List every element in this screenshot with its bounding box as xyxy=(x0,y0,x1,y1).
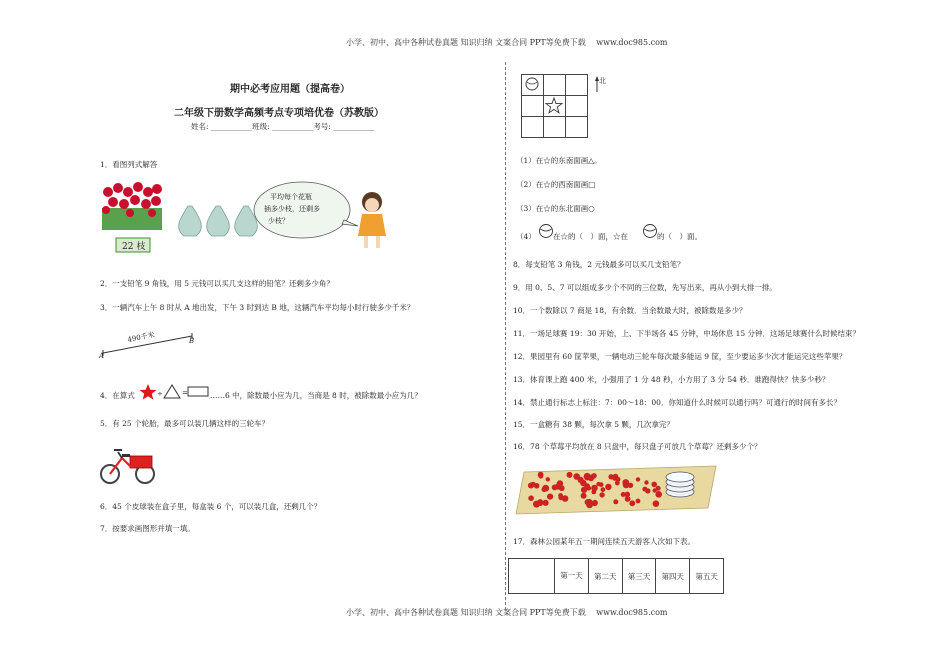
question-17: 17．森林公园某年五一期间连续五天游客人次如下表。 xyxy=(513,537,696,546)
doc-subtitle: 二年级下册数学高频考点专项培优卷（苏教版） xyxy=(174,108,384,119)
strawberry xyxy=(616,477,621,482)
flower-bouquet xyxy=(102,182,162,230)
bubble-line-2: 插多少枝，还剩多 xyxy=(264,205,320,213)
box-icon xyxy=(188,387,208,396)
strawberry xyxy=(599,492,604,497)
strawberry xyxy=(538,474,543,479)
question-11: 11．一场足球赛 19：30 开始，上、下半场各 45 分钟，中场休息 15 分钟．这场足球赛什么时候结束？ xyxy=(513,329,861,338)
table-header-cell: 第三天 xyxy=(622,559,656,594)
flower-count-label: 22 枝 xyxy=(122,242,146,252)
question-1: 1．看图列式解答 xyxy=(100,160,158,169)
question-7-part-1: （1）在☆的东南面画△。 xyxy=(516,156,602,165)
strawberry xyxy=(636,477,640,481)
strawberry xyxy=(636,499,641,504)
plate-stack xyxy=(666,472,694,497)
strawberry xyxy=(621,492,626,497)
star-icon xyxy=(140,384,157,400)
strawberry xyxy=(608,474,613,479)
table-header-cell: 第二天 xyxy=(588,559,622,594)
question-6: 6．45 个皮球装在盒子里，每盒装 6 个，可以装几盒，还剩几个？ xyxy=(100,502,322,511)
strawberry xyxy=(591,473,596,478)
student-info-line: 姓名: ___________班级: ___________考号: ___________ xyxy=(191,122,375,131)
question-10: 10．一个数除以 7 商是 18，有余数．当余数最大时，被除数是多少？ xyxy=(513,306,747,315)
question-16: 16．78 个草莓平均放在 8 只盘中，每只盘子可放几个草莓？还剩多少个？ xyxy=(513,442,762,451)
strawberry xyxy=(591,485,598,492)
question-15: 15．一盒糖有 38 颗，每次拿 5 颗，几次拿完？ xyxy=(513,420,674,429)
strawberry xyxy=(653,488,657,492)
question-4-suffix: ……6 中，除数最小应为几，当商是 8 时，被除数最小应为几？ xyxy=(210,391,422,400)
page-footer: 小学、初中、高中各种试卷真题 知识归纳 文案合同 PPT等免费下载 www.doc985.com xyxy=(346,608,668,617)
vases xyxy=(179,206,258,236)
point-a-label: A xyxy=(99,352,105,360)
strawberry xyxy=(613,499,618,504)
table-header-cell: 第五天 xyxy=(690,559,724,594)
strawberries-on-plank-illustration xyxy=(512,462,718,518)
strawberry xyxy=(584,473,591,480)
distance-diagram xyxy=(98,325,208,360)
ball-icon-inline-1 xyxy=(538,223,554,239)
strawberry xyxy=(578,477,584,483)
point-b-label: B xyxy=(189,337,195,345)
direction-grid xyxy=(521,74,589,139)
strawberry xyxy=(644,480,648,484)
page-header: 小学、初中、高中各种试卷真题 知识归纳 文案合同 PPT等免费下载 www.doc985.com xyxy=(346,38,668,47)
question-7-part-2: （2）在☆的西南面画□ xyxy=(516,180,596,189)
flowers-vases-girl-illustration xyxy=(98,180,388,260)
ball-icon xyxy=(526,78,538,90)
tricycle-illustration xyxy=(100,440,156,486)
girl-figure xyxy=(358,192,386,248)
strawberry xyxy=(562,495,569,502)
strawberry xyxy=(528,483,534,489)
equation-shapes xyxy=(140,382,212,402)
strawberry xyxy=(581,493,587,499)
strawberry xyxy=(538,501,543,506)
strawberry xyxy=(581,487,587,493)
strawberry xyxy=(656,493,661,498)
strawberry xyxy=(557,480,563,486)
strawberry xyxy=(601,487,606,492)
triangle-icon xyxy=(164,385,180,398)
question-12: 12．果园里有 60 筐苹果，一辆电动三轮车每次最多能运 9 筐，至少要运多少次才能运完这些苹果？ xyxy=(513,352,847,361)
strawberry xyxy=(585,499,591,505)
question-7-part-4-c: 的（ ）面。 xyxy=(657,232,702,241)
question-7-part-3: （3）在☆的东北面画○ xyxy=(516,204,595,213)
question-7-part-4-b: 在☆的（ ）面，☆在 xyxy=(553,232,628,241)
question-14: 14．禁止通行标志上标注：7：00～18：00．你知道什么时候可以通行吗？可通行的时间有多长？ xyxy=(513,398,841,407)
question-4-prefix: 4．在算式 xyxy=(100,391,135,400)
strawberry xyxy=(623,481,630,488)
strawberry xyxy=(653,500,660,507)
strawberry xyxy=(629,500,635,506)
table-header-cell xyxy=(509,559,555,594)
question-9: 9．用 0、5、7 可以组成多少个不同的三位数，先写出来，再从小到大排一排。 xyxy=(513,283,777,292)
question-7: 7．按要求画图形并填一填。 xyxy=(100,524,195,533)
table-header-cell: 第四天 xyxy=(656,559,690,594)
strawberry xyxy=(596,482,600,486)
strawberry xyxy=(651,482,657,488)
strawberry xyxy=(625,496,631,502)
strawberry xyxy=(547,494,553,500)
distance-label: 490千米 xyxy=(126,330,156,344)
strawberry xyxy=(567,472,573,478)
strawberry xyxy=(543,500,549,506)
strawberry xyxy=(534,483,540,489)
column-divider xyxy=(505,62,506,610)
question-5: 5．有 25 个轮胎，最多可以装几辆这样的三轮车？ xyxy=(100,419,270,428)
bubble-line-1: 平均每个花瓶 xyxy=(270,193,312,201)
ball-icon-inline-2 xyxy=(642,223,658,239)
strawberry xyxy=(605,484,611,490)
visitor-table xyxy=(508,558,724,594)
strawberry xyxy=(542,487,547,492)
svg-text:÷: ÷ xyxy=(157,390,163,398)
north-label: 北 xyxy=(599,77,606,85)
svg-text:=: = xyxy=(182,389,188,397)
question-7-part-4-a: （4） xyxy=(516,232,536,241)
question-2: 2．一支铅笔 9 角钱，用 5 元钱可以买几支这样的铅笔？还剩多少角？ xyxy=(100,279,334,288)
star-outline-icon xyxy=(546,98,562,113)
table-header-row xyxy=(509,559,724,594)
strawberry xyxy=(528,495,534,501)
bubble-line-3: 少枝？ xyxy=(268,217,289,225)
question-13: 13．体育课上跑 400 米，小强用了 1 分 48 秒，小方用了 3 分 54 秒．谁跑得快？快多少秒？ xyxy=(513,375,830,384)
question-3: 3．一辆汽车上午 8 时从 A 地出发，下午 3 时到达 B 地，这辆汽车平均每小时行驶多少千米？ xyxy=(100,303,415,312)
table-header-cell: 第一天 xyxy=(555,559,589,594)
speech-bubble xyxy=(254,182,358,238)
strawberry xyxy=(546,477,550,481)
doc-title: 期中必考应用题（提高卷） xyxy=(230,84,350,95)
question-8: 8．每支铅笔 3 角钱，2 元钱最多可以买几支铅笔？ xyxy=(513,260,685,269)
strawberry xyxy=(645,488,650,493)
